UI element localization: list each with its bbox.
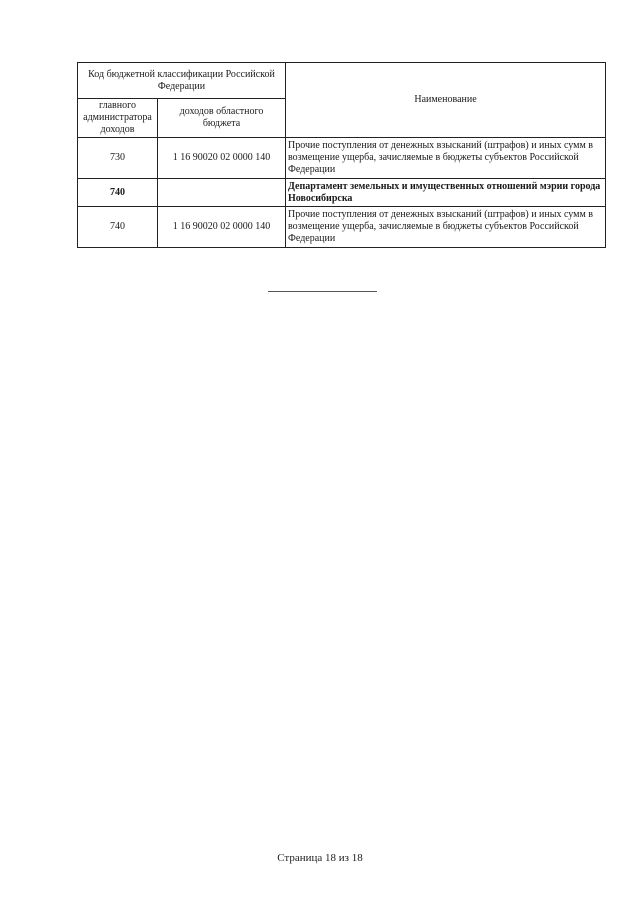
- cell-admin-code: 730: [78, 138, 158, 179]
- cell-revenue-code: 1 16 90020 02 0000 140: [158, 207, 286, 248]
- page-number: Страница 18 из 18: [277, 852, 363, 864]
- header-group-code: Код бюджетной классификации Российской Федерации: [78, 63, 286, 99]
- end-separator-line: [268, 291, 377, 292]
- table-row-department: [78, 179, 606, 207]
- header-name: Наименование: [286, 63, 606, 138]
- cell-admin-code: 740: [78, 179, 158, 207]
- table-row: [78, 138, 606, 179]
- cell-revenue-code: [158, 179, 286, 207]
- header-revenue-code: доходов областного бюджета: [158, 99, 286, 138]
- budget-classification-table: [77, 62, 606, 248]
- cell-name: Прочие поступления от денежных взысканий (штрафов) и иных сумм в возмещение ущерба, зачисляемые в бюджеты субъектов Российской Федерации: [286, 207, 606, 248]
- cell-revenue-code: 1 16 90020 02 0000 140: [158, 138, 286, 179]
- table-row: [78, 207, 606, 248]
- header-admin-code: главного администратора доходов: [78, 99, 158, 138]
- cell-admin-code: 740: [78, 207, 158, 248]
- cell-name: Департамент земельных и имущественных отношений мэрии города Новосибирска: [286, 179, 606, 207]
- cell-name: Прочие поступления от денежных взысканий (штрафов) и иных сумм в возмещение ущерба, зачисляемые в бюджеты субъектов Российской Федерации: [286, 138, 606, 179]
